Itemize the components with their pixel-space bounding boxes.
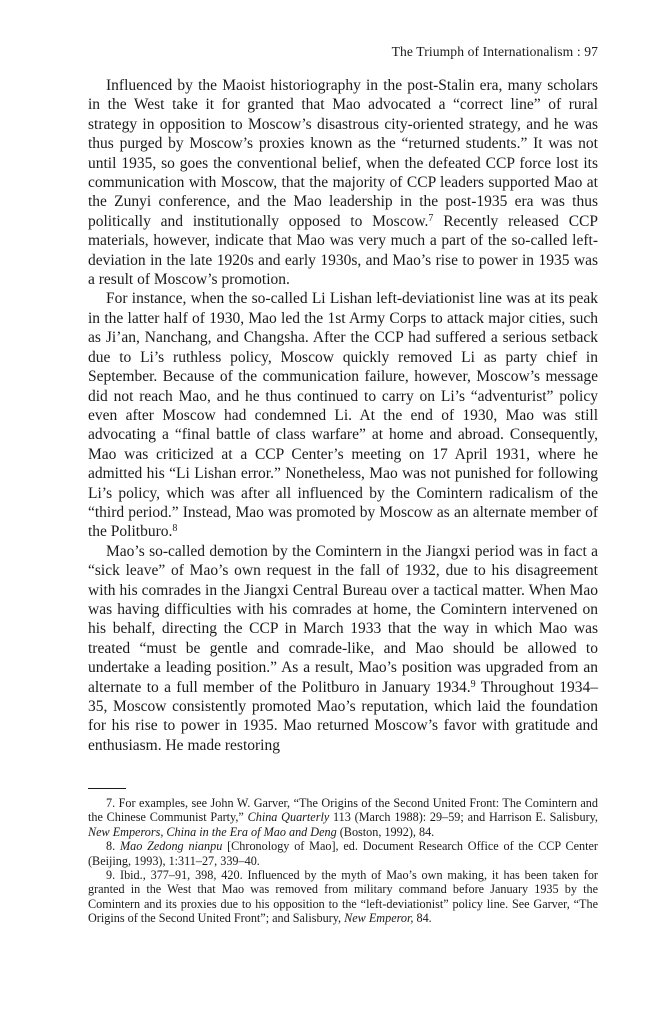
footnote-text: 7. For examples, see John W. Garver, “The Origins of the Second United Front: The Comintern and the Chinese Communist Party,” [88,796,598,825]
footnote-ref-8: 8 [172,523,178,535]
footnote-8 [88,839,598,868]
page-number: 97 [584,44,598,59]
footnote-title: China Quarterly [247,810,330,825]
footnote-title: New Emperor, [344,911,414,926]
paragraph-text: Mao’s so-called demotion by the Comintern in the Jiangxi period was in fact a “sick leave” of Mao’s own request in the fall of 1932, due to his disagreement with his comrades in the Jiangxi Central Bureau over a tactical matter. When Mao was having difficulties with his comrades at home, the Comintern intervened on his behalf, directing the CCP in March 1933 that the way in which Mao was treated “must be gentle and comrade-like, and Mao should be allowed to undertake a leading position.” As a result, Mao’s position was upgraded from an alternate to a full member of the Politburo in January 1934. [88,542,598,696]
body-text [88,76,598,755]
paragraph-text: For instance, when the so-called Li Lishan left-deviationist line was at its peak in the latter half of 1930, Mao led the 1st Army Corps to attack major cities, such as Ji’an, Nanchang, and Changsha. After the CCP had suffered a serious setback due to Li’s ruthless policy, Moscow quickly removed Li as party chief in September. Because of the communication failure, however, Moscow’s message did not reach Mao, and he thus continued to carry on Li’s “adventurist” policy even after Moscow had condemned Li. At the end of 1930, Mao was still advocating a “final battle of class warfare” at home and abroad. Consequently, Mao was criticized at a CCP Center’s meeting on 17 April 1931, where he admitted his “Li Lishan error.” Nonetheless, Mao was not punished for following Li’s policy, which was after all influenced by the Comintern radicalism of the “third period.” Instead, Mao was promoted by Moscow as an alternate member of the Politburo. [88,290,598,541]
paragraph-1 [88,76,598,289]
footnote-text: 113 (March 1988): 29–59; and Harrison E. Salisbury, [329,810,598,825]
footnote-7 [88,796,598,839]
footnotes [88,796,598,926]
paragraph-3 [88,542,598,755]
footnote-text: (Boston, 1992), 84. [336,824,435,839]
footnote-ref-9: 9 [470,678,476,690]
footnote-title: Mao Zedong nianpu [119,839,223,854]
paragraph-text-continued: Recently released CCP materials, however, indicate that Mao was very much a part of the so-called left-deviation in the late 1920s and early 1930s, and Mao’s rise to power in 1935 was a result of Moscow’s promotion. [88,212,598,289]
footnote-rule [88,788,126,789]
footnote-text: [Chronology of Mao], ed. Document Research Office of the CCP Center (Beijing, 1993), 1:311–27, 339–40. [88,839,598,868]
paragraph-text: Influenced by the Maoist historiography in the post-Stalin era, many scholars in the West take it for granted that Mao advocated a “correct line” of rural strategy in opposition to Moscow’s disastrous city-oriented strategy, and he was thus purged by Moscow’s proxies known as the “returned students.” It was not until 1935, so goes the conventional belief, when the defeated CCP force lost its communication with Moscow, that the majority of CCP leaders supported Mao at the Zunyi conference, and the Mao leadership in the post-1935 era was thus politically and institutionally opposed to Moscow. [88,77,598,230]
footnote-text: 8. [106,839,120,854]
running-head-title: The Triumph of Internationalism [391,44,574,59]
footnote-text: 84. [413,911,432,926]
paragraph-2 [88,289,598,541]
running-head [392,44,598,60]
running-head-separator: : [573,44,585,59]
footnote-title: New Emperors, China in the Era of Mao and Deng [88,824,337,839]
footnote-9 [88,868,598,926]
paragraph-text-continued: Throughout 1934–35, Moscow consistently promoted Mao’s reputation, which laid the foundation for his rise to power in 1935. Mao returned Moscow’s favor with gratitude and enthusiasm. He made restoring [88,678,599,754]
footnote-text: 9. Ibid., 377–91, 398, 420. Influenced by the myth of Mao’s own making, it has been taken for granted in the West that Mao was removed from military command before January 1935 by the Comintern and its proxies due to his opposition to the “left-deviationist” policy line. See Garver, “The Origins of the Second United Front”; and Salisbury, [88,868,598,926]
footnote-ref-7: 7 [428,212,434,224]
